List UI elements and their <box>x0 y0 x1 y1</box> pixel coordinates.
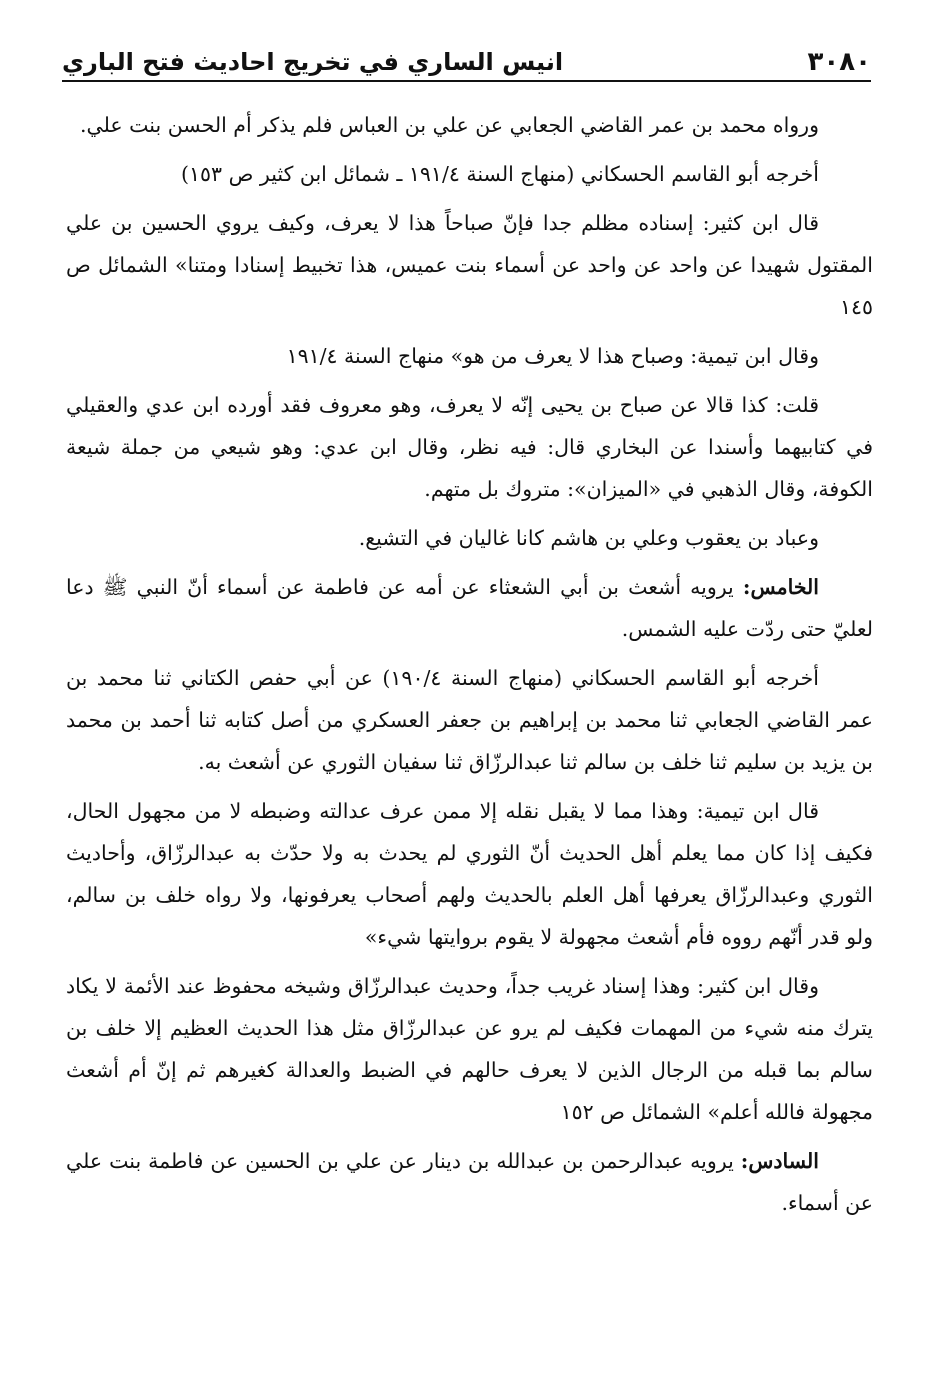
paragraph-text: يرويه أشعث بن أبي الشعثاء عن أمه عن فاطمة عن أسماء أنّ النبي ﷺ دعا لعليّ حتى ردّت عليه الشمس. <box>66 575 873 641</box>
paragraph-ibn-kathir-comment <box>66 202 873 328</box>
paragraph-text: أخرجه أبو القاسم الحسكاني (منهاج السنة ١٩٠/٤) عن أبي حفص الكتاني ثنا محمد بن عمر القاضي الجعابي ثنا محمد بن إبراهيم بن جعفر العسكري من أصل كتابه ثنا أحمد بن محمد بن يزيد بن سليم ثنا خلف بن سالم ثنا عبدالرزّاق ثنا سفيان الثوري عن أشعث به. <box>66 666 873 774</box>
paragraph-fifth-chain <box>66 566 873 650</box>
paragraph-fifth-source <box>66 657 873 783</box>
document-body <box>66 104 873 1231</box>
paragraph-author-note <box>66 384 873 510</box>
paragraph-text: أخرجه أبو القاسم الحسكاني (منهاج السنة ١٩١/٤ ـ شمائل ابن كثير ص ١٥٣) <box>181 162 819 186</box>
page-number: ٣٠٨٠ <box>807 47 871 77</box>
book-title: انيس الساري في تخريج احاديث فتح الباري <box>62 48 564 76</box>
paragraph-text: يرويه عبدالرحمن بن عبدالله بن دينار عن علي بن الحسين عن فاطمة بنت علي عن أسماء. <box>66 1149 873 1215</box>
paragraph-text: ورواه محمد بن عمر القاضي الجعابي عن علي بن العباس فلم يذكر أم الحسن بنت علي. <box>80 113 819 137</box>
paragraph-text: قال ابن كثير: إسناده مظلم جدا فإنّ صباحاً هذا لا يعرف، وكيف يروي الحسين بن علي المقتول شهيدا عن واحد عن واحد عن أسماء بنت عميس، هذا تخبيط إسنادا ومتنا» الشمائل ص ١٤٥ <box>66 211 873 319</box>
paragraph-text: قلت: كذا قالا عن صباح بن يحيى إنّه لا يعرف، وهو معروف فقد أورده ابن عدي والعقيلي في كتابيهما وأسندا عن البخاري قال: فيه نظر، وقال ابن عدي: وهو شيعي من جملة شيعة الكوفة، وقال الذهبي في «الميزان»: متروك بل متهم. <box>66 393 873 501</box>
paragraph-text: وقال ابن كثير: وهذا إسناد غريب جداً، وحديث عبدالرزّاق وشيخه محفوظ عند الأئمة لا يكاد يترك منه شيء من المهمات فكيف لم يرو عن عبدالرزّاق مثل هذا الحديث العظيم إلا خلف بن سالم بما قبله من الرجال الذين لا يعرف حالهم في الضبط والعدالة كغيرهم ثم إنّ أم أشعث مجهولة فالله أعلم» الشمائل ص ١٥٢ <box>66 974 873 1124</box>
header-divider <box>62 80 871 82</box>
paragraph-sixth-chain <box>66 1140 873 1224</box>
paragraph-ibn-taymiyya-comment <box>66 335 873 377</box>
section-label-sixth: السادس: <box>740 1149 819 1173</box>
paragraph-narration-jiabi <box>66 104 873 146</box>
paragraph-ibn-kathir-critique <box>66 965 873 1133</box>
section-label-fifth: الخامس: <box>742 575 819 599</box>
paragraph-text: وقال ابن تيمية: وصباح هذا لا يعرف من هو» منهاج السنة ١٩١/٤ <box>286 344 819 368</box>
paragraph-text: وعباد بن يعقوب وعلي بن هاشم كانا غاليان في التشيع. <box>358 526 819 550</box>
paragraph-abbad-note <box>66 517 873 559</box>
paragraph-text: قال ابن تيمية: وهذا مما لا يقبل نقله إلا ممن عرف عدالته وضبطه لا من مجهول الحال، فكيف إذا كان مما يعلم أهل الحديث أنّ الثوري لم يحدث به ولا حدّث به عبدالرزّاق، وأحاديث الثوري وعبدالرزّاق يعرفها أهل العلم بالحديث ولهم أصحاب يعرفونها، ولا رواه خلف بن سالم، ولو قدر أنّهم رووه فأم أشعث مجهولة لا يقوم بروايتها شيء» <box>66 799 873 949</box>
paragraph-source-haskani <box>66 153 873 195</box>
page-header <box>62 36 871 78</box>
paragraph-ibn-taymiyya-critique <box>66 790 873 958</box>
